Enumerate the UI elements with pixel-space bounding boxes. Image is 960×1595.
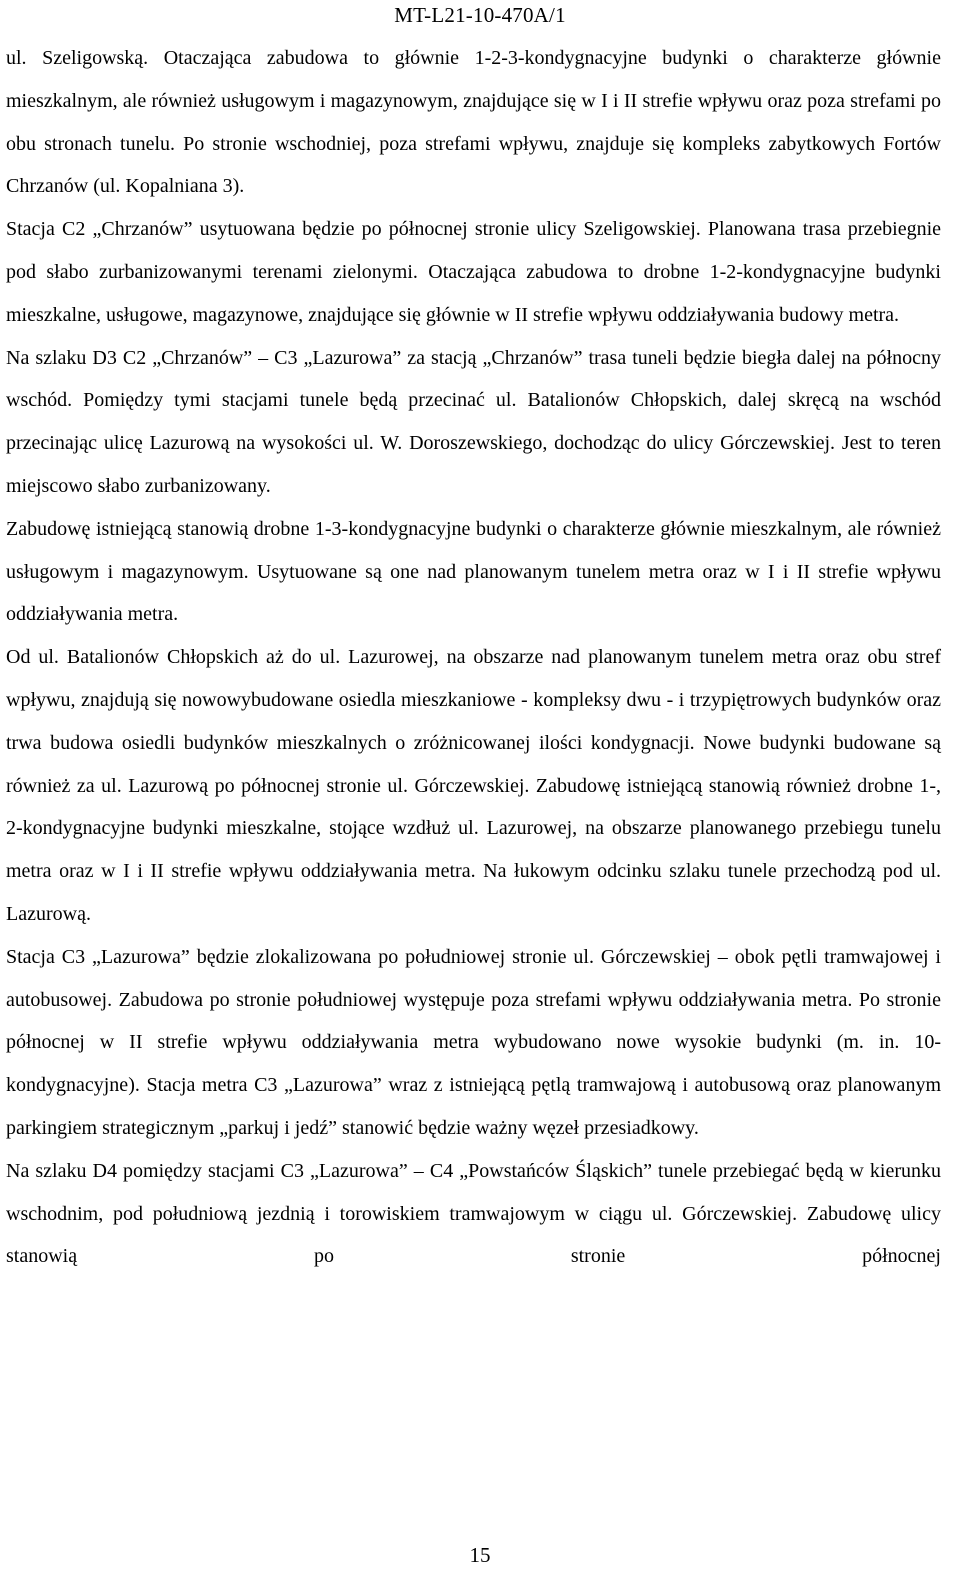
paragraph: Na szlaku D3 C2 „Chrzanów” – C3 „Lazurowa” za stacją „Chrzanów” trasa tuneli będzie biegła dalej na północny wschód. Pomiędzy tymi stacjami tunele będą przecinać ul. Batalionów Chłopskich, dalej skręcą na wschód przecinając ulicę Lazurową na wysokości ul. W. Doroszewskiego, dochodząc do ulicy Górczewskiej. Jest to teren miejscowo słabo zurbanizowany. [6,346,941,497]
paragraph: Stacja C3 „Lazurowa” będzie zlokalizowana po południowej stronie ul. Górczewskiej – obok pętli tramwajowej i autobusowej. Zabudowa po stronie południowej występuje poza strefami wpływu oddziaływania metra. Po stronie północnej w II strefie wpływu oddziaływania metra wybudowano nowe wysokie budynki (m. in. 10-kondygnacyjne). Stacja metra C3 „Lazurowa” wraz z istniejącą pętlą tramwajową i autobusową oraz planowanym parkingiem strategicznym „parkuj i jedź” stanowić będzie ważny węzeł przesiadkowy. [6,945,941,1139]
document-header-id: MT-L21-10-470A/1 [394,3,566,27]
paragraph-continued: Na szlaku D4 pomiędzy stacjami C3 „Lazurowa” – C4 „Powstańców Śląskich” tunele przebiegać będą w kierunku wschodnim, pod południową jezdnią i torowiskiem tramwajowym w ciągu ul. Górczewskiej. Zabudowę ulicy stanowią po stronie północnej [6,1159,941,1268]
paragraph: Zabudowę istniejącą stanowią drobne 1-3-kondygnacyjne budynki o charakterze głównie mieszkalnym, ale również usługowym i magazynowym. Usytuowane są one nad planowanym tunelem metra oraz w I i II strefie wpływu oddziaływania metra. [6,517,941,626]
paragraph: Stacja C2 „Chrzanów” usytuowana będzie po północnej stronie ulicy Szeligowskiej. Planowana trasa przebiegnie pod słabo zurbanizowanymi terenami zielonymi. Otaczająca zabudowa to drobne 1-2-kondygnacyjne budynki mieszkalne, usługowe, magazynowe, znajdujące się głównie w II strefie wpływu oddziaływania budowy metra. [6,218,941,326]
paragraph: Od ul. Batalionów Chłopskich aż do ul. Lazurowej, na obszarze nad planowanym tunelem metra oraz obu stref wpływu, znajdują się nowowybudowane osiedla mieszkaniowe - kompleksy dwu - i trzypiętrowych budynków oraz trwa budowa osiedli budynków mieszkalnych o zróżnicowanej ilości kondygnacji. Nowe budynki budowane są również za ul. Lazurową po północnej stronie ul. Górczewskiej. Zabudowę istniejącą stanowią również drobne 1-, 2-kondygnacyjne budynki mieszkalne, stojące wzdłuż ul. Lazurowej, na obszarze planowanego przebiegu tunelu metra oraz w I i II strefie wpływu oddziaływania metra. Na łukowym odcinku szlaku tunele przechodzą pod ul. Lazurową. [6,646,941,925]
page-number: 15 [469,1543,491,1567]
paragraph: ul. Szeligowską. Otaczająca zabudowa to głównie 1-2-3-kondygnacyjne budynki o charakterze głównie mieszkalnym, ale również usługowym i magazynowym, znajdujące się w I i II strefie wpływu oraz poza strefami po obu stronach tunelu. Po stronie wschodniej, poza strefami wpływu, znajduje się kompleks zabytkowych Fortów Chrzanów (ul. Kopalniana 3). [6,47,941,198]
document-body [6,37,941,1278]
